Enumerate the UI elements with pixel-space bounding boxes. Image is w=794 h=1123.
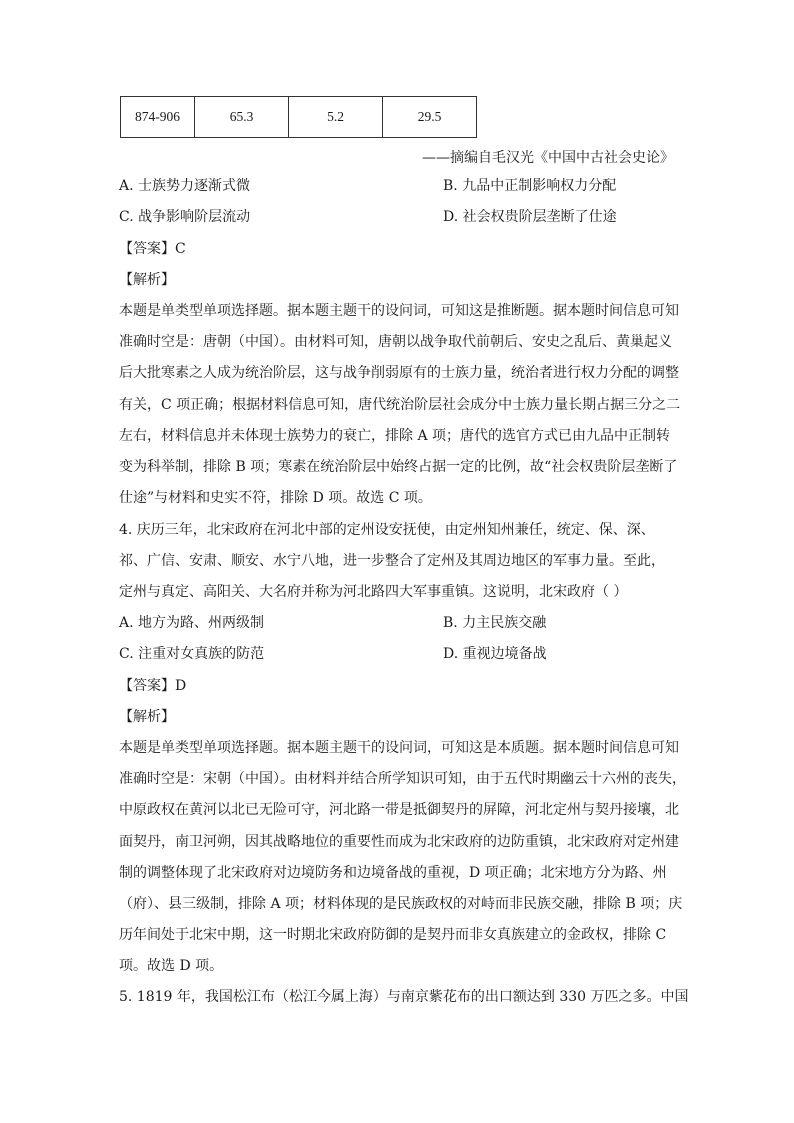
table-row <box>121 97 477 138</box>
q3-option-b: B. 九品中正制影响权力分配 <box>443 178 617 194</box>
q4-stem-line: 定州与真定、高阳关、大名府并称为河北路四大军事重镇。这说明，北宋政府（ ） <box>119 584 628 601</box>
q3-answer: 【答案】C <box>119 241 186 257</box>
q4-stem-line: 4. 庆历三年，北宋政府在河北中部的定州设安抚使，由定州知州兼任，统定、保、深、 <box>119 522 655 538</box>
q4-analysis-line: 制的调整体现了北宋政府对边境防务和边境备战的重视，D 项正确；北宋地方分为路、州 <box>119 864 667 881</box>
q4-option-d: D. 重视边境备战 <box>443 646 547 662</box>
q4-option-c: C. 注重对女真族的防范 <box>119 646 265 662</box>
q3-analysis-line: 仕途”与材料和史实不符，排除 D 项。故选 C 项。 <box>119 490 432 507</box>
table-cell-value-3: 29.5 <box>383 97 477 138</box>
q4-answer: 【答案】D <box>119 678 187 694</box>
q3-option-a: A. 士族势力逐渐式微 <box>119 178 251 194</box>
q4-analysis-line: 中原政权在黄河以北已无险可守，河北路一带是抵御契丹的屏障，河北定州与契丹接壤，北 <box>119 802 679 819</box>
q3-analysis-title: 【解析】 <box>119 272 175 288</box>
q4-analysis-line: 本题是单类型单项选择题。据本题主题干的设问词，可知这是本质题。据本题时间信息可知 <box>119 740 679 756</box>
q4-stem-line: 祁、广信、安肃、顺安、水宁八地，进一步整合了定州及其周边地区的军事力量。至此， <box>119 553 665 570</box>
q3-analysis-line: 后大批寒素之人成为统治阶层，这与战争削弱原有的士族力量，统治者进行权力分配的调整 <box>119 365 679 382</box>
q4-analysis-line: 历年间处于北宋中期，这一时期北宋政府防御的是契丹而非女真族建立的金政权，排除 C <box>119 927 667 944</box>
q3-option-c: C. 战争影响阶层流动 <box>119 209 251 225</box>
q3-option-d: D. 社会权贵阶层垄断了仕途 <box>443 209 617 225</box>
q3-analysis-line: 变为科举制，排除 B 项；寒素在统治阶层中始终占据一定的比例，故“社会权贵阶层垄断了 <box>119 459 678 476</box>
source-citation: ——摘编自毛汉光《中国中古社会史论》 <box>422 150 674 166</box>
q4-analysis-line: 项。故选 D 项。 <box>119 958 224 975</box>
q3-analysis-line: 准确时空是：唐朝（中国）。由材料可知，唐朝以战争取代前朝后、安史之乱后、黄巢起义 <box>119 334 672 351</box>
q3-analysis-line: 有关，C 项正确；根据材料信息可知，唐代统治阶层社会成分中士族力量长期占据三分之二 <box>119 396 681 413</box>
q4-option-b: B. 力主民族交融 <box>443 615 547 631</box>
q4-analysis-line: 准确时空是：宋朝（中国）。由材料并结合所学知识可知，由于五代时期幽云十六州的丧失， <box>119 771 686 788</box>
q3-analysis <box>119 296 681 514</box>
q4-stem <box>119 515 675 609</box>
q5-stem-line: 5. 1819 年，我国松江布（松江今属上海）与南京紫花布的出口额达到 330 万匹之多。中国 <box>119 989 689 1005</box>
table-cell-value-1: 65.3 <box>195 97 289 138</box>
q4-analysis-line: （府）、县三级制，排除 A 项；材料体现的是民族政权的对峙而非民族交融，排除 B 项；庆 <box>119 896 683 913</box>
q4-analysis-title: 【解析】 <box>119 709 175 725</box>
data-table <box>120 96 477 138</box>
table-cell-period: 874-906 <box>121 97 195 138</box>
q3-analysis-line: 左右，材料信息并未体现士族势力的衰亡，排除 A 项；唐代的选官方式已由九品中正制转 <box>119 427 671 444</box>
q4-option-a: A. 地方为路、州两级制 <box>119 615 265 631</box>
q3-analysis-line: 本题是单类型单项选择题。据本题主题干的设问词，可知这是推断题。据本题时间信息可知 <box>119 303 679 319</box>
q4-analysis-line: 面契丹，南卫河朔，因其战略地位的重要性而成为北宋政府的边防重镇，北宋政府对定州建 <box>119 833 679 850</box>
q4-analysis <box>119 733 686 983</box>
table-cell-value-2: 5.2 <box>289 97 383 138</box>
